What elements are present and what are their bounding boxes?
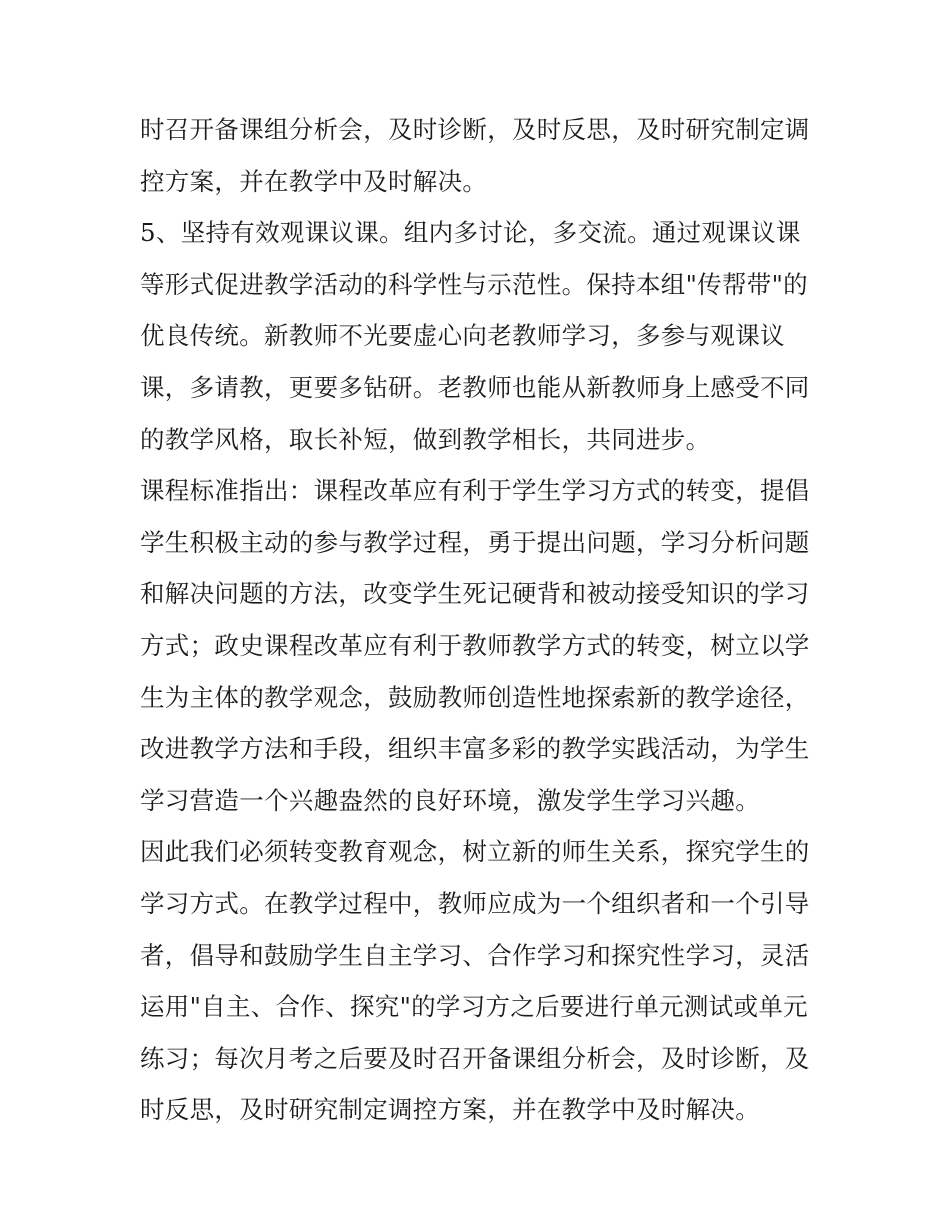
text-line: 学习方式。在教学过程中，教师应成为一个组织者和一个引导 <box>140 888 810 918</box>
text-line: 时召开备课组分析会，及时诊断，及时反思，及时研究制定调 <box>140 115 810 144</box>
text-line: 生为主体的教学观念，鼓励教师创造性地探索新的教学途径， <box>140 682 810 712</box>
text-line: 5、坚持有效观课议课。组内多讨论，多交流。通过观课议课 <box>140 218 801 248</box>
text-line: 课程标准指出：课程改革应有利于学生学习方式的转变，提倡 <box>140 476 810 506</box>
text-line: 学习营造一个兴趣盎然的良好环境，激发学生学习兴趣。 <box>140 785 760 815</box>
text-line: 控方案，并在教学中及时解决。 <box>140 166 488 196</box>
text-line: 学生积极主动的参与教学过程，勇于提出问题，学习分析问题 <box>140 527 810 557</box>
text-line: 优良传统。新教师不光要虚心向老教师学习，多参与观课议 <box>140 321 785 351</box>
text-line: 练习；每次月考之后要及时召开备课组分析会，及时诊断，及 <box>140 1043 810 1073</box>
text-line: 时反思，及时研究制定调控方案，并在教学中及时解决。 <box>140 1095 760 1125</box>
document-body <box>140 104 820 1136</box>
text-line: 等形式促进教学活动的科学性与示范性。保持本组"传帮带"的 <box>140 269 808 299</box>
text-line: 者，倡导和鼓励学生自主学习、合作学习和探究性学习，灵活 <box>140 940 810 970</box>
text-line: 和解决问题的方法，改变学生死记硬背和被动接受知识的学习 <box>140 579 810 609</box>
text-line: 改进教学方法和手段，组织丰富多彩的教学实践活动，为学生 <box>140 734 810 764</box>
text-line: 的教学风格，取长补短，做到教学相长，共同进步。 <box>140 424 711 454</box>
text-line: 因此我们必须转变教育观念，树立新的师生关系，探究学生的 <box>140 837 810 867</box>
text-line: 课，多请教，更要多钻研。老教师也能从新教师身上感受不同 <box>140 372 810 402</box>
text-line: 运用"自主、合作、探究"的学习方之后要进行单元测试或单元 <box>140 992 808 1022</box>
text-line: 方式；政史课程改革应有利于教师教学方式的转变，树立以学 <box>140 630 810 660</box>
